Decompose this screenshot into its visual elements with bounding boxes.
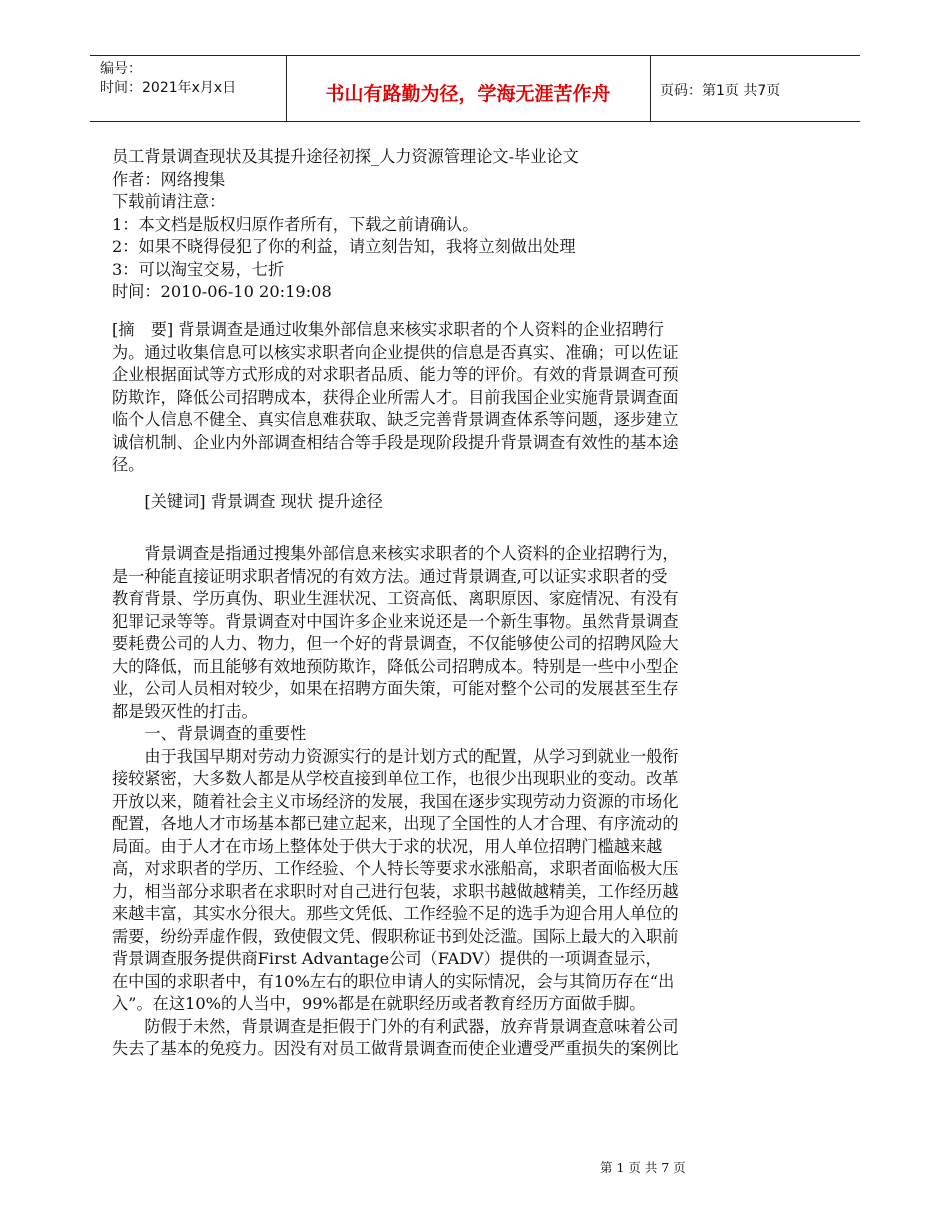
main-body [112, 543, 772, 1061]
abstract-line: 诚信机制、企业内外部调查相结合等手段是现阶段提升背景调查有效性的基本途 [112, 432, 679, 452]
section-heading: 一、背景调查的重要性 [144, 724, 307, 743]
header-code-label: 编号： [100, 61, 142, 77]
abstract-line: 防欺诈，降低公司招聘成本，获得企业所需人才。目前我国企业实施背景调查面 [112, 387, 679, 407]
keywords-line: [关键词] 背景调查 现状 提升途径 [144, 492, 383, 511]
paragraph-line: 来越丰富，其实水分很大。那些文凭低、工作经验不足的选手为迎合用人单位的 [112, 904, 679, 923]
keywords-block [112, 491, 772, 514]
page-footer: 第 1 页 共 7 页 [600, 1160, 686, 1175]
author-line: 作者：网络搜集 [112, 169, 226, 189]
header-bottom-rule [90, 121, 860, 122]
paragraph-line: 在中国的求职者中，有10%左右的职位申请人的实际情况，会与其简历存在“出 [112, 971, 675, 991]
header-divider-right [650, 55, 651, 121]
paragraph-1 [112, 543, 772, 723]
header-top-rule [90, 55, 860, 56]
paragraph-line: 需要，纷纷弄虚作假，致使假文凭、假职称证书到处泛滥。国际上最大的入职前 [112, 926, 679, 946]
paragraph-line: 开放以来，随着社会主义市场经济的发展，我国在逐步实现劳动力资源的市场化 [112, 791, 679, 811]
abstract-line: 为。通过收集信息可以核实求职者向企业提供的信息是否真实、准确；可以佐证 [112, 342, 679, 362]
paragraph-line: 背景调查服务提供商First Advantage公司（FADV）提供的一项调查显示， [112, 949, 662, 968]
abstract-line: 企业根据面试等方式形成的对求职者品质、能力等的评价。有效的背景调查可预 [112, 365, 679, 384]
paragraph-line: 由于我国早期对劳动力资源实行的是计划方式的配置，从学习到就业一般衔 [144, 746, 679, 766]
notice-item-3: 3：可以淘宝交易，七折 [112, 259, 285, 279]
header-page-label: 页码：第1页 共7页 [660, 83, 781, 99]
paragraph-line: 大的降低，而且能够有效地预防欺诈，降低公司招聘成本。特别是一些中小型企 [112, 656, 679, 676]
timestamp-line: 时间：2010-06-10 20:19:08 [112, 282, 332, 301]
abstract-line: 径。 [112, 455, 145, 474]
paragraph-line: 配置，各地人才市场基本都已建立起来，出现了全国性的人才合理、有序流动的 [112, 814, 679, 833]
document-title: 员工背景调查现状及其提升途径初探_人力资源管理论文-毕业论文 [112, 147, 579, 166]
abstract-line: [摘 要] 背景调查是通过收集外部信息来核实求职者的个人资料的企业招聘行 [112, 320, 664, 339]
paragraph-2 [112, 746, 772, 1016]
paragraph-line: 是一种能直接证明求职者情况的有效方法。通过背景调查,可以证实求职者的受 [112, 566, 668, 586]
header-time-label: 时间：2021年x月x日 [100, 80, 237, 96]
paragraph-line: 力，相当部分求职者在求职时对自己进行包装，求职书越做越精美，工作经历越 [112, 881, 679, 901]
paragraph-line: 都是毁灭性的打击。 [112, 701, 258, 721]
paragraph-line: 接较紧密，大多数人都是从学校直接到单位工作，也很少出现职业的变动。改革 [112, 769, 679, 788]
abstract-line: 临个人信息不健全、真实信息难获取、缺乏完善背景调查体系等问题，逐步建立 [112, 410, 679, 429]
notice-heading: 下载前请注意： [112, 192, 226, 211]
paragraph-line: 要耗费公司的人力、物力，但一个好的背景调查，不仅能够使公司的招聘风险大 [112, 634, 679, 653]
paragraph-line: 入”。在这10%的人当中，99%都是在就职经历或者教育经历方面做手脚。 [112, 994, 646, 1013]
paragraph-3 [112, 1016, 772, 1061]
paragraph-line: 业，公司人员相对较少，如果在招聘方面失策，可能对整个公司的发展甚至生存 [112, 679, 679, 698]
paragraph-line: 防假于未然，背景调查是拒假于门外的有利武器，放弃背景调查意味着公司 [144, 1016, 679, 1036]
header-motto: 书山有路勤为径，学海无涯苦作舟 [325, 83, 611, 105]
paragraph-line: 失去了基本的免疫力。因没有对员工做背景调查而使企业遭受严重损失的案例比 [112, 1039, 679, 1058]
notice-item-2: 2：如果不晓得侵犯了你的利益，请立刻告知，我将立刻做出处理 [112, 237, 576, 256]
paragraph-line: 背景调查是指通过搜集外部信息来核实求职者的个人资料的企业招聘行为， [144, 544, 679, 563]
paragraph-line: 局面。由于人才在市场上整体处于供大于求的状况，用人单位招聘门槛越来越 [112, 836, 663, 856]
document-intro [112, 146, 772, 304]
paragraph-line: 高，对求职者的学历、工作经验、个人特长等要求水涨船高，求职者面临极大压 [112, 859, 679, 878]
abstract-paragraph [112, 319, 772, 477]
paragraph-line: 教育背景、学历真伪、职业生涯状况、工资高低、离职原因、家庭情况、有没有 [112, 589, 679, 608]
paragraph-line: 犯罪记录等等。背景调查对中国许多企业来说还是一个新生事物。虽然背景调查 [112, 611, 679, 631]
notice-item-1: 1：本文档是版权归原作者所有，下载之前请确认。 [112, 214, 479, 234]
